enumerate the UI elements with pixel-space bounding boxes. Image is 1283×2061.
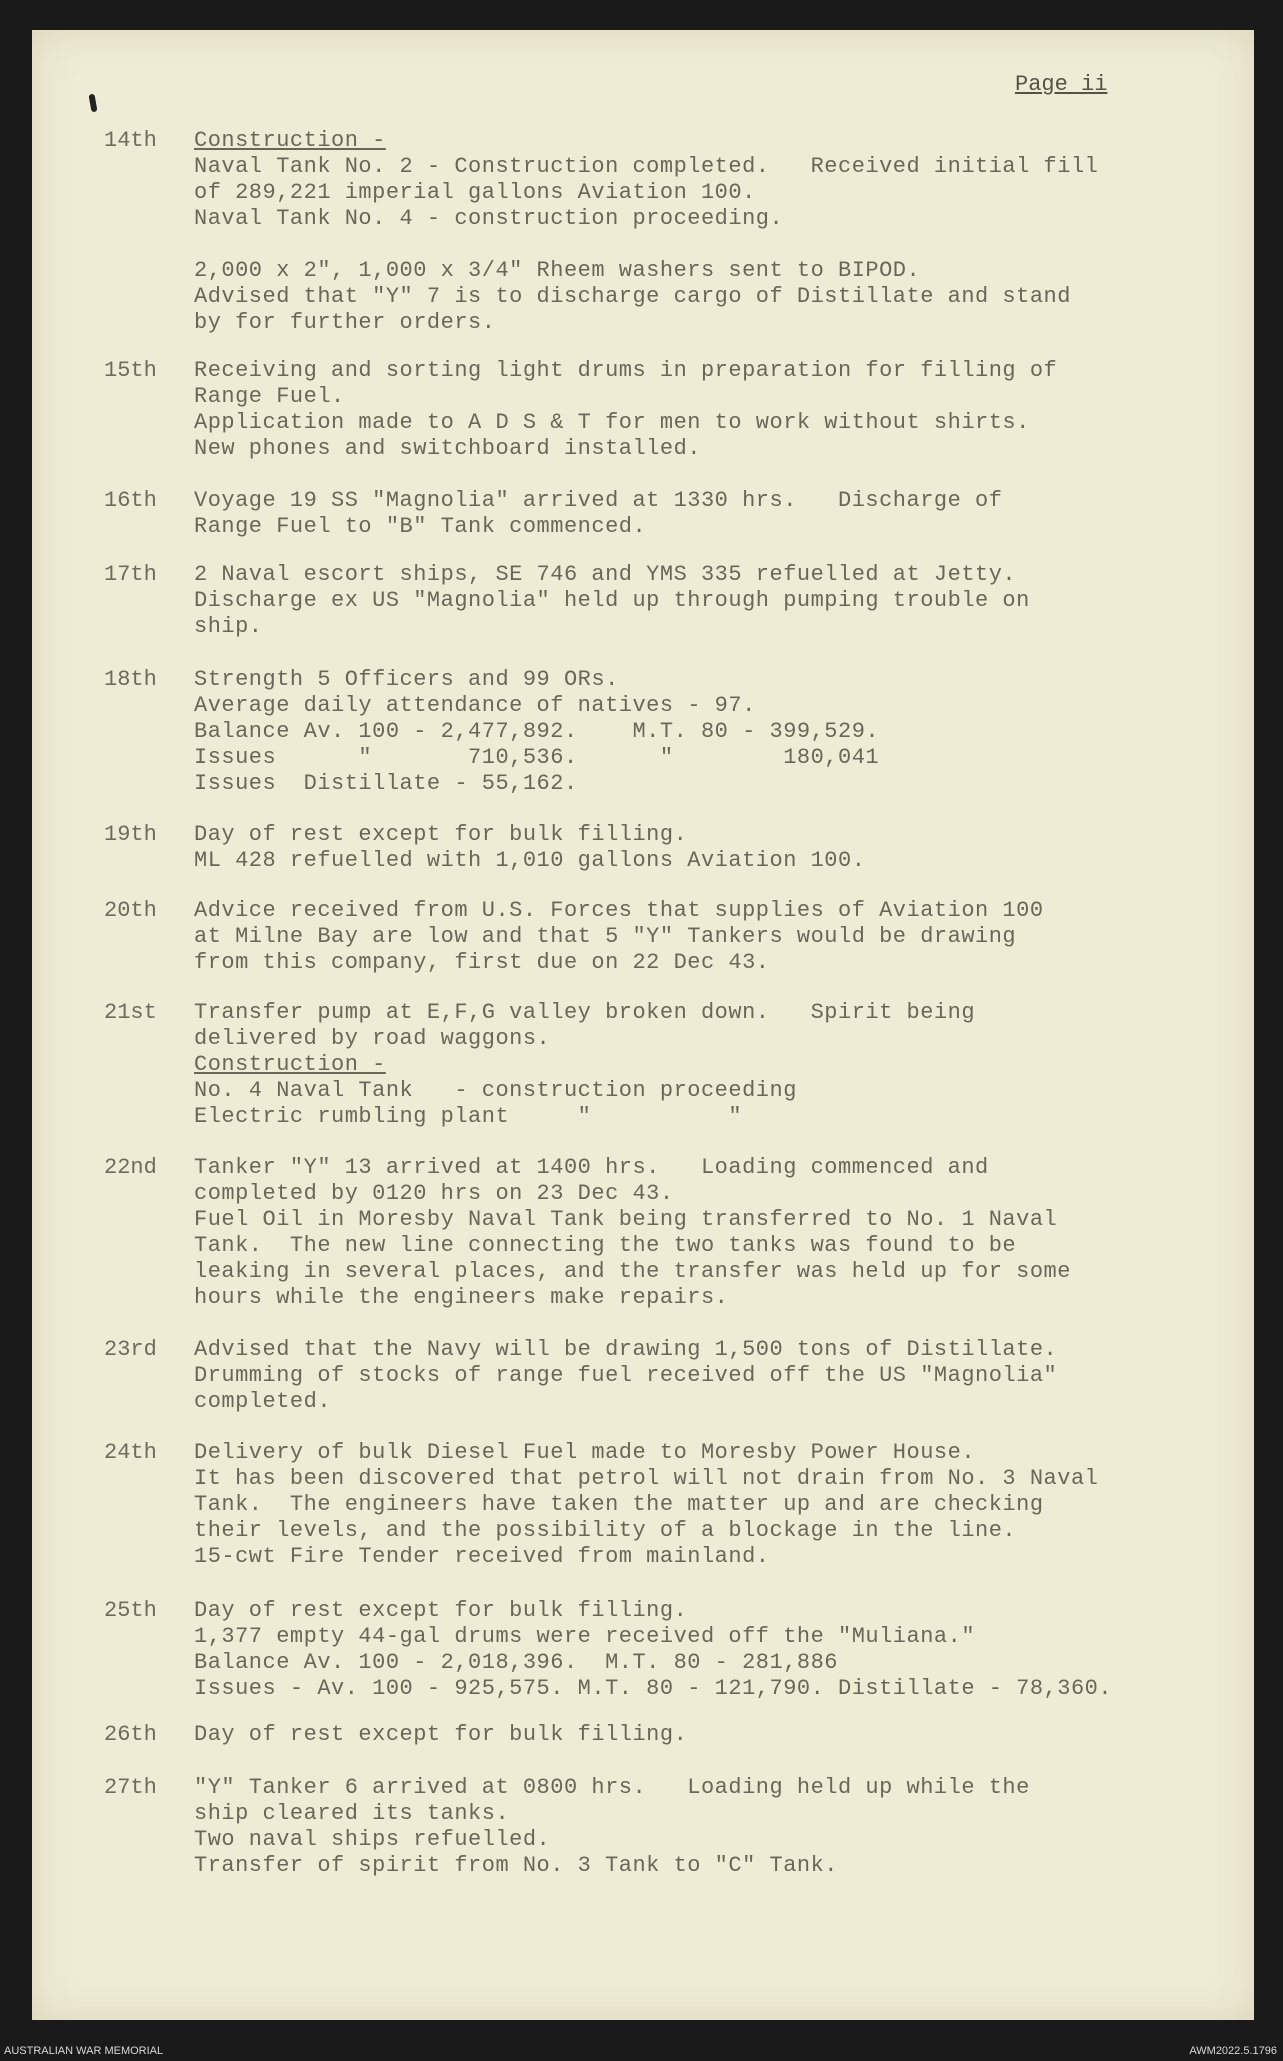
entry-line: Tanker "Y" 13 arrived at 1400 hrs. Loading commenced and: [194, 1155, 989, 1180]
entry-line: Tank. The engineers have taken the matter up and are checking: [194, 1492, 1044, 1517]
entry-lines: [194, 1337, 1254, 1415]
entry-line: Issues Distillate - 55,162.: [194, 771, 578, 796]
entry-day: 21st: [104, 1000, 157, 1025]
entry-line: Electric rumbling plant " ": [194, 1104, 743, 1129]
entry-line: of 289,221 imperial gallons Aviation 100.: [194, 180, 756, 205]
entry-line: Issues - Av. 100 - 925,575. M.T. 80 - 121,790. Distillate - 78,360.: [194, 1676, 1113, 1701]
entry-line: ship.: [194, 614, 263, 639]
entry-day: 18th: [104, 667, 157, 692]
entry-lines: [194, 1155, 1254, 1311]
entry-line: 2 Naval escort ships, SE 746 and YMS 335 refuelled at Jetty.: [194, 562, 1017, 587]
entry-line: Issues " 710,536. " 180,041: [194, 745, 880, 770]
entry-line: their levels, and the possibility of a blockage in the line.: [194, 1518, 1017, 1543]
entry-line: delivered by road waggons.: [194, 1026, 551, 1051]
entry-line: Receiving and sorting light drums in preparation for filling of: [194, 358, 1058, 383]
entry-day: 20th: [104, 898, 157, 923]
entry-line: Voyage 19 SS "Magnolia" arrived at 1330 hrs. Discharge of: [194, 488, 1003, 513]
footer-reference: AWM2022.5.1796: [1189, 2045, 1277, 2057]
entry-line: Drumming of stocks of range fuel received off the US "Magnolia": [194, 1363, 1058, 1388]
entry-line: No. 4 Naval Tank - construction proceeding: [194, 1078, 797, 1103]
entry-lines: [194, 488, 1254, 540]
entry-line: Delivery of bulk Diesel Fuel made to Moresby Power House.: [194, 1440, 976, 1465]
entry-day: 22nd: [104, 1155, 157, 1180]
entry-lines: [194, 1440, 1254, 1570]
entry-line: "Y" Tanker 6 arrived at 0800 hrs. Loading held up while the: [194, 1775, 1030, 1800]
entry-line: Balance Av. 100 - 2,477,892. M.T. 80 - 399,529.: [194, 719, 880, 744]
entry-heading: Construction -: [194, 1052, 386, 1077]
entry-day: 14th: [104, 128, 157, 153]
entry-line: by for further orders.: [194, 310, 496, 335]
footer-archive-name: AUSTRALIAN WAR MEMORIAL: [4, 2045, 164, 2057]
entry-day: 24th: [104, 1440, 157, 1465]
entry-line: Day of rest except for bulk filling.: [194, 1598, 688, 1623]
entry-line: Transfer pump at E,F,G valley broken down. Spirit being: [194, 1000, 976, 1025]
entry-line: Day of rest except for bulk filling.: [194, 1722, 688, 1747]
entry-day: 16th: [104, 488, 157, 513]
entry-line: Balance Av. 100 - 2,018,396. M.T. 80 - 281,886: [194, 1650, 839, 1675]
entry-line: Range Fuel.: [194, 384, 345, 409]
entry-line: from this company, first due on 22 Dec 43.: [194, 950, 770, 975]
entry-day: 19th: [104, 822, 157, 847]
entry-day: 26th: [104, 1722, 157, 1747]
entry-line: Advised that the Navy will be drawing 1,500 tons of Distillate.: [194, 1337, 1058, 1362]
entry-heading: Construction -: [194, 128, 386, 153]
entry-line: Naval Tank No. 2 - Construction completed. Received initial fill: [194, 154, 1099, 179]
entry-line: Strength 5 Officers and 99 ORs.: [194, 667, 619, 692]
entry-line: Advice received from U.S. Forces that supplies of Aviation 100: [194, 898, 1044, 923]
entry-lines: [194, 128, 1254, 336]
entry-line: ML 428 refuelled with 1,010 gallons Aviation 100.: [194, 848, 866, 873]
entry-day: 23rd: [104, 1337, 157, 1362]
entry-lines: [194, 562, 1254, 640]
entry-line: Advised that "Y" 7 is to discharge cargo of Distillate and stand: [194, 284, 1071, 309]
entry-line: Range Fuel to "B" Tank commenced.: [194, 514, 647, 539]
entry-line: completed by 0120 hrs on 23 Dec 43.: [194, 1181, 674, 1206]
entry-line: leaking in several places, and the transfer was held up for some: [194, 1259, 1071, 1284]
entry-line: 1,377 empty 44-gal drums were received off the "Muliana.": [194, 1624, 976, 1649]
entry-line: at Milne Bay are low and that 5 "Y" Tankers would be drawing: [194, 924, 1017, 949]
page-number: Page ii: [1015, 72, 1108, 97]
entry-line: Average daily attendance of natives - 97.: [194, 693, 756, 718]
entry-day: 25th: [104, 1598, 157, 1623]
entry-day: 27th: [104, 1775, 157, 1800]
entry-line: Day of rest except for bulk filling.: [194, 822, 688, 847]
entry-line: Naval Tank No. 4 - construction proceeding.: [194, 206, 784, 231]
entry-line: New phones and switchboard installed.: [194, 436, 701, 461]
entry-line: 2,000 x 2", 1,000 x 3/4" Rheem washers sent to BIPOD.: [194, 258, 921, 283]
entry-lines: [194, 667, 1254, 797]
entry-line: [194, 232, 1254, 258]
entry-line: Discharge ex US "Magnolia" held up through pumping trouble on: [194, 588, 1030, 613]
entry-line: Two naval ships refuelled.: [194, 1827, 551, 1852]
entry-line: completed.: [194, 1389, 332, 1414]
entry-lines: [194, 358, 1254, 462]
entry-lines: [194, 1000, 1254, 1130]
entry-lines: [194, 898, 1254, 976]
entry-line: 15-cwt Fire Tender received from mainland.: [194, 1544, 770, 1569]
entry-day: 17th: [104, 562, 157, 587]
entry-line: hours while the engineers make repairs.: [194, 1285, 729, 1310]
entry-line: Application made to A D S & T for men to work without shirts.: [194, 410, 1030, 435]
entry-line: Tank. The new line connecting the two tanks was found to be: [194, 1233, 1017, 1258]
entry-day: 15th: [104, 358, 157, 383]
entry-lines: [194, 822, 1254, 874]
entry-line: Fuel Oil in Moresby Naval Tank being transferred to No. 1 Naval: [194, 1207, 1058, 1232]
entry-line: ship cleared its tanks.: [194, 1801, 510, 1826]
entry-lines: [194, 1775, 1254, 1879]
entry-line: Transfer of spirit from No. 3 Tank to "C" Tank.: [194, 1853, 839, 1878]
entry-line: It has been discovered that petrol will not drain from No. 3 Naval: [194, 1466, 1099, 1491]
entry-lines: [194, 1722, 1254, 1748]
entry-lines: [194, 1598, 1254, 1702]
